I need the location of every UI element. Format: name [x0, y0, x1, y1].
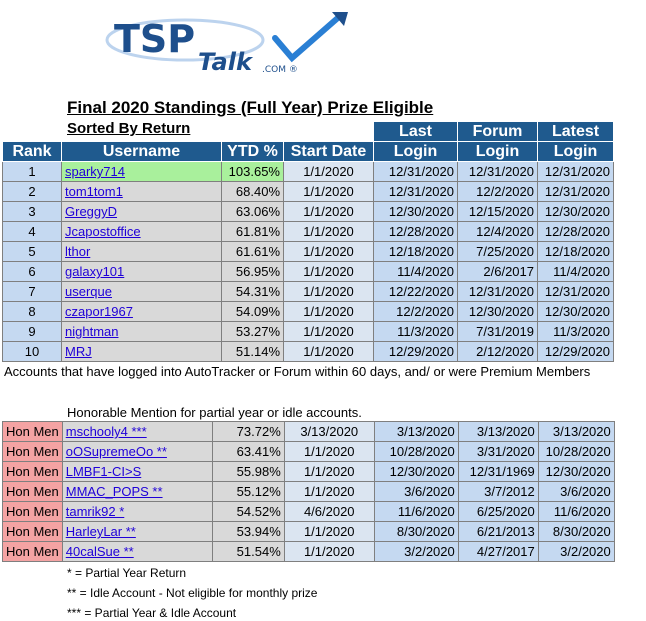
ytd-cell: 63.06%: [222, 202, 284, 222]
start-date-cell: 1/1/2020: [284, 182, 374, 202]
ytd-cell: 68.40%: [222, 182, 284, 202]
rank-cell: 6: [3, 262, 62, 282]
last-login-cell: 3/6/2020: [374, 482, 458, 502]
table-row: [3, 482, 615, 502]
hon-men-cell: Hon Men: [3, 522, 63, 542]
username-link[interactable]: galaxy101: [65, 264, 125, 279]
header-forum-login-top: Forum: [458, 122, 538, 142]
last-login-cell: 12/22/2020: [374, 282, 458, 302]
ytd-cell: 63.41%: [212, 442, 284, 462]
hon-men-cell: Hon Men: [3, 542, 63, 562]
username-link[interactable]: mschooly4 ***: [65, 424, 147, 439]
start-date-cell: 3/13/2020: [284, 422, 374, 442]
checkmark-icon: [275, 16, 340, 58]
page-title: Final 2020 Standings (Full Year) Prize Eligible: [67, 98, 434, 117]
header-latest-login-top: Latest: [538, 122, 614, 142]
forum-login-cell: 12/15/2020: [458, 202, 538, 222]
username-cell: [62, 482, 212, 502]
start-date-cell: 1/1/2020: [284, 342, 374, 362]
username-link[interactable]: 40calSue **: [65, 544, 134, 559]
start-date-cell: 1/1/2020: [284, 542, 374, 562]
last-login-cell: 8/30/2020: [374, 522, 458, 542]
table-row: [3, 462, 615, 482]
username-cell: [62, 342, 222, 362]
username-cell: [62, 242, 222, 262]
last-login-cell: 12/30/2020: [374, 202, 458, 222]
hon-men-cell: Hon Men: [3, 482, 63, 502]
username-link[interactable]: nightman: [65, 324, 119, 339]
tsptalk-logo: [100, 8, 360, 78]
username-link[interactable]: sparky714: [65, 164, 125, 179]
forum-login-cell: 12/31/2020: [458, 282, 538, 302]
honorable-note: Honorable Mention for partial year or idle accounts.: [67, 405, 362, 420]
latest-login-cell: 8/30/2020: [538, 522, 614, 542]
header-username: Username: [62, 142, 222, 162]
latest-login-cell: 12/18/2020: [538, 242, 614, 262]
username-link[interactable]: HarleyLar **: [65, 524, 136, 539]
legend-partial-idle: *** = Partial Year & Idle Account: [67, 606, 237, 620]
ytd-cell: 73.72%: [212, 422, 284, 442]
forum-login-cell: 2/6/2017: [458, 262, 538, 282]
forum-login-cell: 12/30/2020: [458, 302, 538, 322]
table-row: [3, 162, 614, 182]
ytd-cell: 54.31%: [222, 282, 284, 302]
accounts-note: Accounts that have logged into AutoTracker or Forum within 60 days, and/ or were Premium Members: [4, 364, 591, 379]
table-row: [3, 322, 614, 342]
username-cell: [62, 322, 222, 342]
latest-login-cell: 12/28/2020: [538, 222, 614, 242]
rank-cell: 9: [3, 322, 62, 342]
latest-login-cell: 3/2/2020: [538, 542, 614, 562]
start-date-cell: 1/1/2020: [284, 442, 374, 462]
latest-login-cell: 12/30/2020: [538, 302, 614, 322]
rank-cell: 5: [3, 242, 62, 262]
table-row: [3, 342, 614, 362]
table-row: [3, 422, 615, 442]
legend-partial-year: * = Partial Year Return: [67, 566, 187, 580]
forum-login-cell: 2/12/2020: [458, 342, 538, 362]
start-date-cell: 1/1/2020: [284, 262, 374, 282]
ytd-cell: 55.98%: [212, 462, 284, 482]
last-login-cell: 12/31/2020: [374, 182, 458, 202]
rank-cell: 2: [3, 182, 62, 202]
latest-login-cell: 11/6/2020: [538, 502, 614, 522]
header-forum-login: Login: [458, 142, 538, 162]
start-date-cell: 1/1/2020: [284, 302, 374, 322]
rank-cell: 7: [3, 282, 62, 302]
ytd-cell: 56.95%: [222, 262, 284, 282]
header-last-login: Login: [374, 142, 458, 162]
forum-login-cell: 7/25/2020: [458, 242, 538, 262]
username-cell: [62, 442, 212, 462]
latest-login-cell: 3/6/2020: [538, 482, 614, 502]
header-start-date: Start Date: [284, 142, 374, 162]
header-rank: Rank: [3, 142, 62, 162]
ytd-cell: 61.81%: [222, 222, 284, 242]
username-link[interactable]: tamrik92 *: [65, 504, 125, 519]
latest-login-cell: 12/30/2020: [538, 462, 614, 482]
forum-login-cell: 6/21/2013: [458, 522, 538, 542]
hon-men-cell: Hon Men: [3, 422, 63, 442]
username-link[interactable]: czapor1967: [65, 304, 133, 319]
username-cell: [62, 302, 222, 322]
last-login-cell: 12/28/2020: [374, 222, 458, 242]
latest-login-cell: 12/29/2020: [538, 342, 614, 362]
standings-body: [3, 162, 614, 362]
last-login-cell: 12/2/2020: [374, 302, 458, 322]
username-cell: [62, 202, 222, 222]
rank-cell: 10: [3, 342, 62, 362]
last-login-cell: 12/18/2020: [374, 242, 458, 262]
start-date-cell: 1/1/2020: [284, 322, 374, 342]
username-link[interactable]: lthor: [65, 244, 91, 259]
rank-cell: 1: [3, 162, 62, 182]
start-date-cell: 1/1/2020: [284, 522, 374, 542]
last-login-cell: 12/30/2020: [374, 462, 458, 482]
last-login-cell: 11/3/2020: [374, 322, 458, 342]
username-cell: [62, 462, 212, 482]
forum-login-cell: 3/13/2020: [458, 422, 538, 442]
username-link[interactable]: userque: [65, 284, 112, 299]
ytd-cell: 51.14%: [222, 342, 284, 362]
logo-text: TSP: [114, 17, 196, 61]
last-login-cell: 11/4/2020: [374, 262, 458, 282]
ytd-cell: 54.09%: [222, 302, 284, 322]
start-date-cell: 1/1/2020: [284, 482, 374, 502]
rank-cell: 4: [3, 222, 62, 242]
table-row: [3, 442, 615, 462]
forum-login-cell: 3/7/2012: [458, 482, 538, 502]
start-date-cell: 1/1/2020: [284, 282, 374, 302]
start-date-cell: 1/1/2020: [284, 222, 374, 242]
start-date-cell: 1/1/2020: [284, 242, 374, 262]
table-row: [3, 242, 614, 262]
honorable-body: [3, 422, 615, 562]
username-cell: [62, 282, 222, 302]
forum-login-cell: 3/31/2020: [458, 442, 538, 462]
header-latest-login: Login: [538, 142, 614, 162]
start-date-cell: 1/1/2020: [284, 462, 374, 482]
ytd-cell: 54.52%: [212, 502, 284, 522]
start-date-cell: 4/6/2020: [284, 502, 374, 522]
username-cell: [62, 542, 212, 562]
forum-login-cell: 12/31/2020: [458, 162, 538, 182]
standings-table: [2, 121, 614, 362]
latest-login-cell: 3/13/2020: [538, 422, 614, 442]
header-ytd: YTD %: [222, 142, 284, 162]
last-login-cell: 3/13/2020: [374, 422, 458, 442]
hon-men-cell: Hon Men: [3, 442, 63, 462]
username-cell: [62, 522, 212, 542]
latest-login-cell: 12/31/2020: [538, 162, 614, 182]
legend-idle: ** = Idle Account - Not eligible for monthly prize: [67, 586, 318, 600]
forum-login-cell: 12/2/2020: [458, 182, 538, 202]
table-row: [3, 282, 614, 302]
ytd-cell: 51.54%: [212, 542, 284, 562]
latest-login-cell: 12/31/2020: [538, 182, 614, 202]
last-login-cell: 12/29/2020: [374, 342, 458, 362]
ytd-cell: 53.27%: [222, 322, 284, 342]
latest-login-cell: 11/3/2020: [538, 322, 614, 342]
table-row: [3, 502, 615, 522]
last-login-cell: 3/2/2020: [374, 542, 458, 562]
table-row: [3, 522, 615, 542]
ytd-cell: 61.61%: [222, 242, 284, 262]
hon-men-cell: Hon Men: [3, 462, 63, 482]
username-cell: [62, 262, 222, 282]
username-cell: [62, 222, 222, 242]
logo-sub-text: Talk: [198, 48, 252, 76]
username-link[interactable]: LMBF1-CI>S: [65, 464, 142, 479]
logo-suffix-text: .COM ®: [262, 65, 298, 75]
username-cell: [62, 422, 212, 442]
table-row: [3, 222, 614, 242]
forum-login-cell: 6/25/2020: [458, 502, 538, 522]
page-subtitle: Sorted By Return: [67, 120, 191, 137]
table-row: [3, 542, 615, 562]
latest-login-cell: 12/31/2020: [538, 282, 614, 302]
header-last-login-top: Last: [374, 122, 458, 142]
username-cell: [62, 182, 222, 202]
latest-login-cell: 10/28/2020: [538, 442, 614, 462]
username-link[interactable]: Jcapostoffice: [65, 224, 141, 239]
table-row: [3, 302, 614, 322]
hon-men-cell: Hon Men: [3, 502, 63, 522]
username-link[interactable]: oOSupremeOo **: [65, 444, 167, 459]
username-cell: [62, 502, 212, 522]
table-row: [3, 182, 614, 202]
honorable-table: [2, 421, 615, 562]
username-cell: [62, 162, 222, 182]
last-login-cell: 11/6/2020: [374, 502, 458, 522]
forum-login-cell: 4/27/2017: [458, 542, 538, 562]
table-row: [3, 202, 614, 222]
start-date-cell: 1/1/2020: [284, 162, 374, 182]
ytd-cell: 55.12%: [212, 482, 284, 502]
rank-cell: 3: [3, 202, 62, 222]
forum-login-cell: 12/31/1969: [458, 462, 538, 482]
latest-login-cell: 11/4/2020: [538, 262, 614, 282]
forum-login-cell: 12/4/2020: [458, 222, 538, 242]
latest-login-cell: 12/30/2020: [538, 202, 614, 222]
last-login-cell: 10/28/2020: [374, 442, 458, 462]
ytd-cell: 103.65%: [222, 162, 284, 182]
username-link[interactable]: MRJ: [65, 344, 92, 359]
ytd-cell: 53.94%: [212, 522, 284, 542]
username-link[interactable]: GreggyD: [65, 204, 118, 219]
table-row: [3, 262, 614, 282]
username-link[interactable]: tom1tom1: [65, 184, 123, 199]
forum-login-cell: 7/31/2019: [458, 322, 538, 342]
start-date-cell: 1/1/2020: [284, 202, 374, 222]
rank-cell: 8: [3, 302, 62, 322]
username-link[interactable]: MMAC_POPS **: [65, 484, 163, 499]
last-login-cell: 12/31/2020: [374, 162, 458, 182]
